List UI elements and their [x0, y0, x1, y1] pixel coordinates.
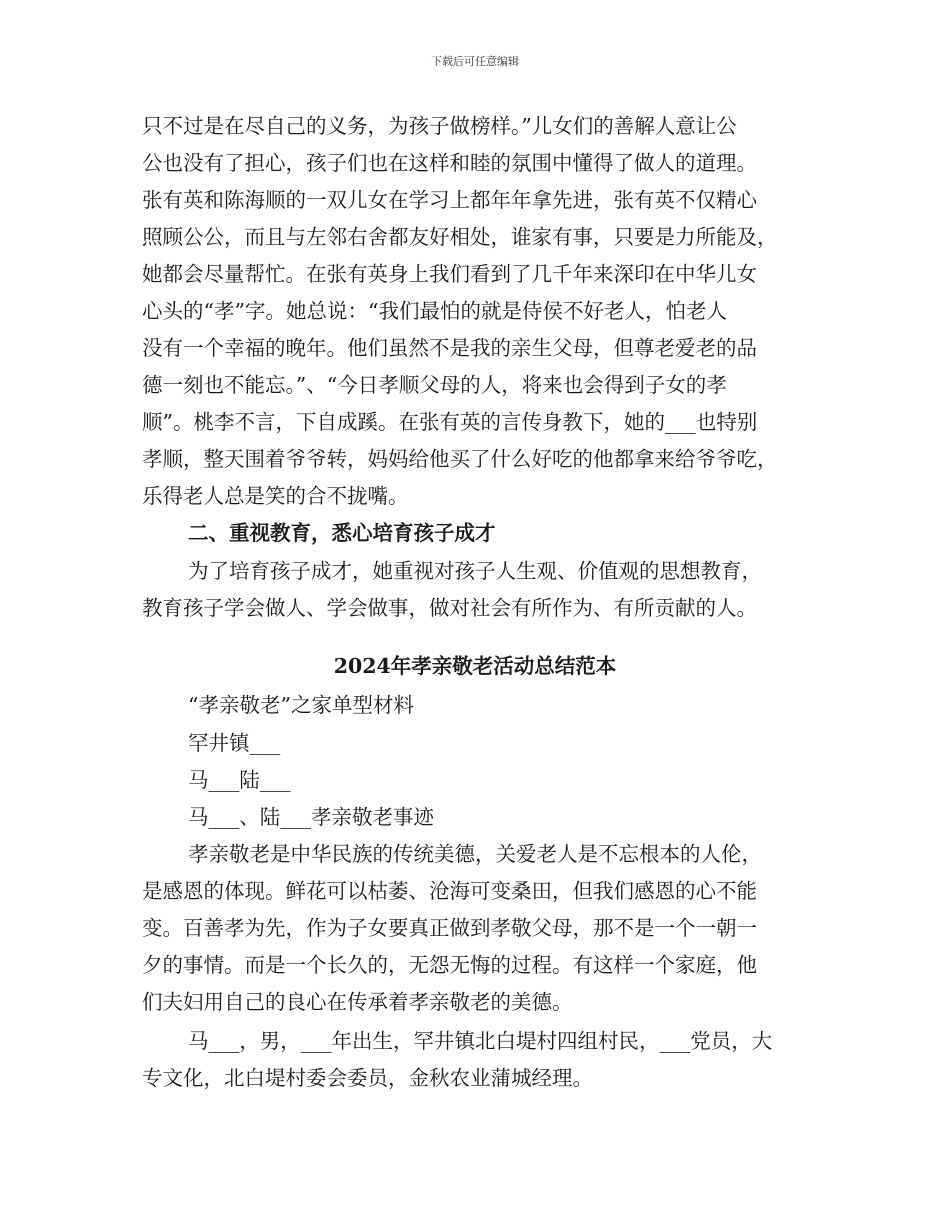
text-line: 张有英和陈海顺的一双儿女在学习上都年年拿先进，张有英不仅精心 [142, 188, 757, 212]
text-line: 德一刻也不能忘。”、“今日孝顺父母的人，将来也会得到子女的孝 [142, 373, 727, 397]
text-line: 乐得老人总是笑的合不拢嘴。 [142, 484, 409, 508]
text-line: 顺”。桃李不言，下自成蹊。在张有英的言传身教下，她的___也特别 [142, 410, 758, 434]
text-line: 孝顺，整天围着爷爷转，妈妈给他买了什么好吃的他都拿来给爷爷吃， [142, 447, 778, 471]
text-line: 是感恩的体现。鲜花可以枯萎、沧海可变桑田，但我们感恩的心不能 [142, 879, 757, 903]
text-line: 变。百善孝为先，作为子女要真正做到孝敬父母，那不是一个一朝一 [142, 916, 757, 940]
text-line: 只不过是在尽自己的义务，为孩子做榜样。”儿女们的善解人意让公 [142, 114, 737, 138]
text-line: 公也没有了担心，孩子们也在这样和睦的氛围中懂得了做人的道理。 [142, 151, 757, 175]
text-line: “孝亲敬老”之家单型材料 [188, 693, 414, 717]
text-line: 马___、陆___孝亲敬老事迹 [188, 805, 434, 829]
text-line: 孝亲敬老是中华民族的传统美德，关爱老人是不忘根本的人伦， [188, 842, 762, 866]
text-line: 专文化，北白堤村委会委员，金秋农业蒲城经理。 [142, 1066, 593, 1090]
section-heading: 二、重视教育，悉心培育孩子成才 [188, 521, 496, 545]
text-line: 心头的“孝”字。她总说：“我们最怕的就是侍侯不好老人，怕老人 [142, 299, 727, 323]
page-header: 下载后可任意编辑 [431, 55, 519, 68]
text-line: 夕的事情。而是一个长久的，无怨无悔的过程。有这样一个家庭，他 [142, 953, 757, 977]
text-line: 马___陆___ [188, 768, 291, 792]
text-line: 为了培育孩子成才，她重视对孩子人生观、价值观的思想教育， [188, 559, 762, 583]
text-line: 马___，男，___年出生，罕井镇北白堤村四组村民，___党员，大 [188, 1029, 773, 1053]
text-line: 没有一个幸福的晚年。他们虽然不是我的亲生父母，但尊老爱老的品 [142, 336, 757, 360]
text-line: 照顾公公，而且与左邻右舍都友好相处，谁家有事，只要是力所能及， [142, 225, 778, 249]
document-title: 2024年孝亲敬老活动总结范本 [333, 654, 617, 678]
text-line: 罕井镇___ [188, 731, 281, 755]
text-line: 们夫妇用自己的良心在传承着孝亲敬老的美德。 [142, 990, 573, 1014]
text-line: 教育孩子学会做人、学会做事，做对社会有所作为、有所贡献的人。 [142, 596, 757, 620]
text-line: 她都会尽量帮忙。在张有英身上我们看到了几千年来深印在中华儿女 [142, 262, 757, 286]
